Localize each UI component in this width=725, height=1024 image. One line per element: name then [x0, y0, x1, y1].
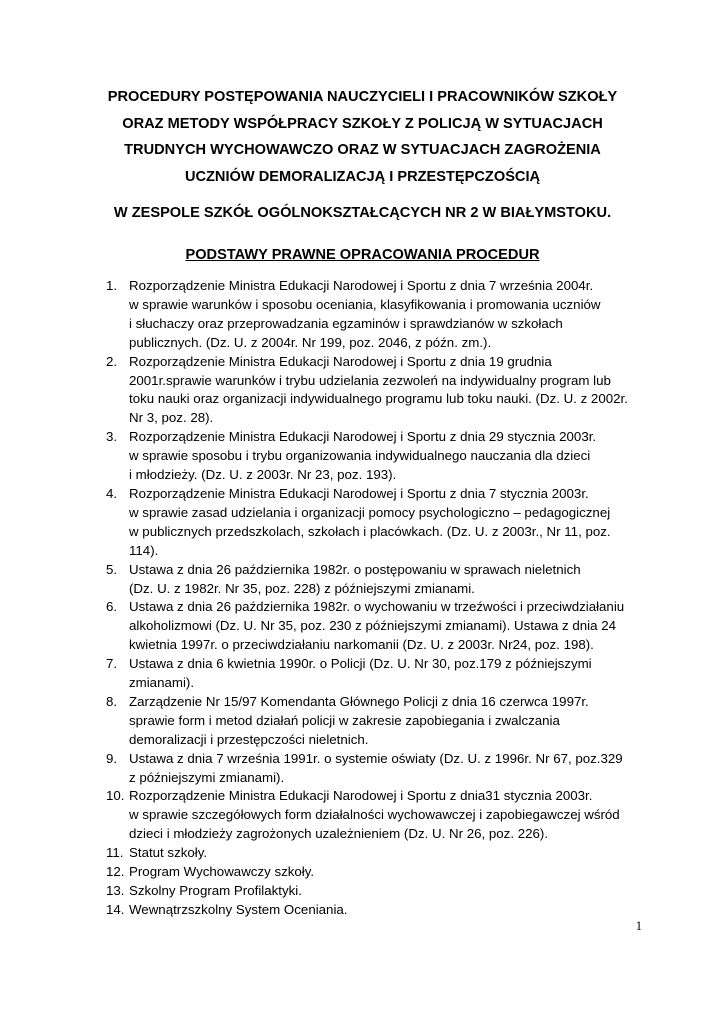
- list-item-number: 6.: [106, 599, 118, 615]
- title-line-3: TRUDNYCH WYCHOWAWCZO ORAZ W SYTUACJACH ZAGROŻENIA: [124, 142, 601, 159]
- list-item-number: 2.: [106, 353, 118, 369]
- list-item-number: 12.: [106, 864, 125, 880]
- list-item-text: Program Wychowawczy szkoły.: [129, 864, 315, 880]
- list-item-text: Ustawa z dnia 7 września 1991r. o systemie oświaty (Dz. U. z 1996r. Nr 67, poz.329 z późniejszymi zmianami).: [129, 750, 623, 785]
- list-item-number: 5.: [106, 561, 118, 577]
- list-item-text: Ustawa z dnia 26 października 1982r. o wychowaniu w trzeźwości i przeciwdziałaniu alkoholizmowi (Dz. U. Nr 35, poz. 230 z późniejszymi zmianami). Ustawa z dnia 24 kwietnia 1997r. o przeciwdziałaniu narkomanii (Dz. U. z 2003r. Nr24, poz. 198).: [129, 599, 625, 653]
- section-heading-text: PODSTAWY PRAWNE OPRACOWANIA PROCEDUR: [185, 247, 540, 263]
- list-item-number: 4.: [106, 485, 118, 501]
- list-item-number: 8.: [106, 693, 118, 709]
- list-item-text: Ustawa z dnia 26 października 1982r. o postępowaniu w sprawach nieletnich (Dz. U. z 1982r. Nr 35, poz. 228) z późniejszymi zmianami.: [129, 561, 581, 596]
- title-line-1: PROCEDURY POSTĘPOWANIA NAUCZYCIELI I PRACOWNIKÓW SZKOŁY: [107, 89, 618, 105]
- list-item: [0, 863, 725, 882]
- list-item-number: 14.: [106, 901, 125, 917]
- list-item: [0, 655, 725, 693]
- list-item: [0, 750, 725, 788]
- title-line-2: ORAZ METODY WSPÓŁPRACY SZKOŁY Z POLICJĄ W SYTUACJACH: [122, 115, 603, 132]
- list-item-number: 13.: [106, 883, 125, 898]
- list-item-text: Rozporządzenie Ministra Edukacji Narodowej i Sportu z dnia 29 stycznia 2003r. w sprawie sposobu i trybu organizowania indywidualnego nauczania dla dzieci i młodzieży. (Dz. U. z 2003r. Nr 23, poz. 193).: [129, 429, 597, 483]
- list-item-number: 3.: [106, 429, 118, 445]
- section-heading: [90, 242, 635, 268]
- list-item: [0, 561, 725, 599]
- list-item-text: Szkolny Program Profilaktyki.: [129, 883, 302, 898]
- list-item-text: Rozporządzenie Ministra Edukacji Narodowej i Sportu z dnia 7 września 2004r. w sprawie warunków i sposobu oceniania, klasyfikowania i promowania uczniów i słuchaczy oraz przeprowadzania egzaminów i sprawdzianów w szkołach publicznych. (Dz. U. z 2004r. Nr 199, poz. 2046, z późn. zm.).: [129, 278, 601, 350]
- list-item: [0, 485, 725, 561]
- list-item-number: 11.: [106, 845, 124, 861]
- list-item: [0, 693, 725, 750]
- list-item: [0, 277, 725, 353]
- list-item: [0, 882, 725, 901]
- document-subtitle: W ZESPOLE SZKÓŁ OGÓLNOKSZTAŁCĄCYCH NR 2 W BIAŁYMSTOKU.: [113, 205, 612, 221]
- title-line-4: UCZNIÓW DEMORALIZACJĄ I PRZESTĘPCZOŚCIĄ: [184, 168, 541, 185]
- list-item: [0, 901, 725, 920]
- list-item: [0, 787, 725, 844]
- list-item-number: 7.: [106, 656, 118, 672]
- list-item: [0, 428, 725, 485]
- legal-basis-list: [0, 277, 725, 920]
- list-item-number: 10.: [106, 788, 125, 804]
- list-item: [0, 353, 725, 429]
- page-number: 1: [635, 919, 642, 933]
- list-item-text: Statut szkoły.: [129, 845, 208, 861]
- list-item-text: Zarządzenie Nr 15/97 Komendanta Głównego Policji z dnia 16 czerwca 1997r. sprawie form i metod działań policji w zakresie zapobiegania i zwalczania demoralizacji i przestępczości nieletnich.: [129, 693, 589, 747]
- list-item: [0, 598, 725, 655]
- list-item-text: Rozporządzenie Ministra Edukacji Narodowej i Sportu z dnia31 stycznia 2003r. w sprawie szczegółowych form działalności wychowawczej i zapobiegawczej wśród dzieci i młodzieży zagrożonych uzależnieniem (Dz. U. Nr 26, poz. 226).: [129, 788, 620, 842]
- list-item-number: 9.: [106, 750, 118, 766]
- list-item-number: 1.: [106, 278, 118, 293]
- document-title: [90, 84, 635, 190]
- list-item-text: Rozporządzenie Ministra Edukacji Narodowej i Sportu z dnia 19 grudnia 2001r.sprawie warunków i trybu udzielania zezwoleń na indywidualny program lub toku nauki oraz organizacji indywidualnego programu lub toku nauki. (Dz. U. z 2002r. Nr 3, poz. 28).: [129, 353, 628, 426]
- list-item-text: Ustawa z dnia 6 kwietnia 1990r. o Policji (Dz. U. Nr 30, poz.179 z późniejszymi zmianami).: [129, 656, 592, 691]
- list-item: [0, 844, 725, 863]
- list-item-text: Wewnątrzszkolny System Oceniania.: [129, 901, 348, 917]
- list-item-text: Rozporządzenie Ministra Edukacji Narodowej i Sportu z dnia 7 stycznia 2003r. w sprawie zasad udzielania i organizacji pomocy psychologiczno – pedagogicznej w publicznych przedszkolach, szkołach i placówkach. (Dz. U. z 2003r., Nr 11, poz. 114).: [129, 485, 611, 558]
